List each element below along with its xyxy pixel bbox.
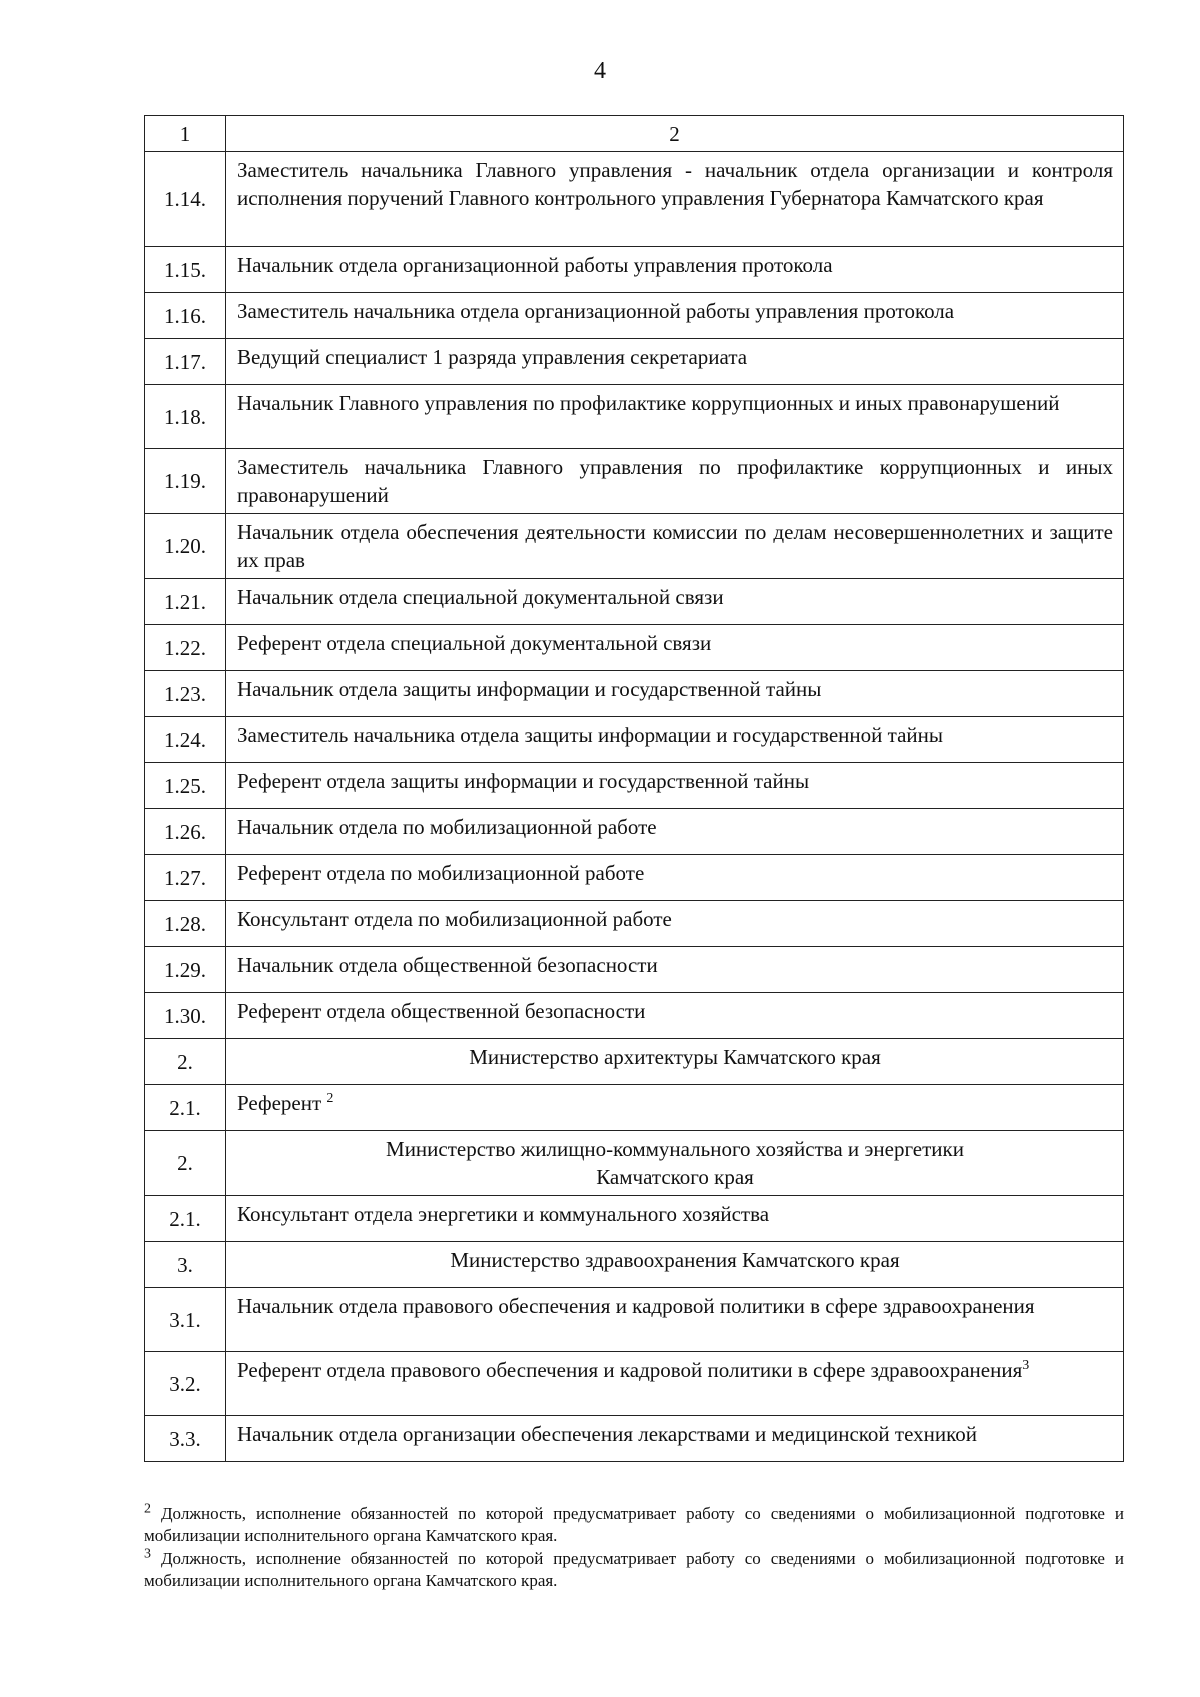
row-text: Начальник отдела правового обеспечения и кадровой политики в сфере здравоохранения: [226, 1288, 1124, 1352]
row-number: 1.21.: [145, 579, 226, 625]
table-header-row: [145, 116, 1124, 152]
section-title: Министерство архитектуры Камчатского края: [226, 1039, 1124, 1085]
row-number: 1.24.: [145, 717, 226, 763]
row-text-label: Референт: [237, 1091, 322, 1115]
row-number: 1.15.: [145, 247, 226, 293]
table-row: [145, 1288, 1124, 1352]
row-number: 1.25.: [145, 763, 226, 809]
row-number: 2.: [145, 1039, 226, 1085]
section-row: [145, 1039, 1124, 1085]
section-title: [226, 1131, 1124, 1196]
footnote: [144, 1503, 1124, 1547]
table-row: [145, 514, 1124, 579]
row-number: 2.: [145, 1131, 226, 1196]
row-number: 1.20.: [145, 514, 226, 579]
section-row: [145, 1242, 1124, 1288]
header-col-2: 2: [226, 116, 1124, 152]
row-text: Начальник отдела защиты информации и государственной тайны: [226, 671, 1124, 717]
footnotes: [144, 1503, 1124, 1593]
row-text: Консультант отдела энергетики и коммунального хозяйства: [226, 1196, 1124, 1242]
row-number: 3.3.: [145, 1416, 226, 1462]
footnote-text: Должность, исполнение обязанностей по которой предусматривает работу со сведениями о мобилизационной подготовке и мобилизации исполнительного органа Камчатского края.: [144, 1549, 1124, 1590]
table-row: [145, 339, 1124, 385]
row-text: Референт отдела по мобилизационной работе: [226, 855, 1124, 901]
row-number: 1.29.: [145, 947, 226, 993]
table-row: [145, 1085, 1124, 1131]
row-number: 1.22.: [145, 625, 226, 671]
row-text: Начальник отдела обеспечения деятельности комиссии по делам несовершеннолетних и защите их прав: [226, 514, 1124, 579]
row-number: 3.2.: [145, 1352, 226, 1416]
row-text: Референт отдела общественной безопасности: [226, 993, 1124, 1039]
table-row: [145, 809, 1124, 855]
table-row: [145, 855, 1124, 901]
row-text: Референт отдела специальной документальной связи: [226, 625, 1124, 671]
table-row: [145, 152, 1124, 247]
section-title-line-1: Министерство жилищно-коммунального хозяйства и энергетики: [386, 1137, 964, 1161]
row-text: Начальник отдела по мобилизационной работе: [226, 809, 1124, 855]
row-number: 1.27.: [145, 855, 226, 901]
table-row: [145, 1352, 1124, 1416]
footnote: [144, 1548, 1124, 1592]
section-title-line-2: Камчатского края: [596, 1165, 754, 1189]
row-number: 3.: [145, 1242, 226, 1288]
row-text: Заместитель начальника отдела защиты информации и государственной тайны: [226, 717, 1124, 763]
row-text: [226, 1352, 1124, 1416]
row-text: Начальник отдела организационной работы управления протокола: [226, 247, 1124, 293]
row-number: 1.30.: [145, 993, 226, 1039]
row-text: Начальник Главного управления по профилактике коррупционных и иных правонарушений: [226, 385, 1124, 449]
row-number: 1.16.: [145, 293, 226, 339]
row-text: Заместитель начальника отдела организационной работы управления протокола: [226, 293, 1124, 339]
section-row: [145, 1131, 1124, 1196]
row-number: 3.1.: [145, 1288, 226, 1352]
footnote-mark: 3: [144, 1546, 151, 1562]
row-text: [226, 1085, 1124, 1131]
header-col-1: 1: [145, 116, 226, 152]
table-row: [145, 625, 1124, 671]
row-text: Ведущий специалист 1 разряда управления секретариата: [226, 339, 1124, 385]
row-text: Референт отдела защиты информации и государственной тайны: [226, 763, 1124, 809]
footnote-text: Должность, исполнение обязанностей по которой предусматривает работу со сведениями о мобилизационной подготовке и мобилизации исполнительного органа Камчатского края.: [144, 1504, 1124, 1545]
table-row: [145, 901, 1124, 947]
row-number: 2.1.: [145, 1196, 226, 1242]
row-number: 2.1.: [145, 1085, 226, 1131]
page-number: 4: [594, 58, 606, 84]
row-text: Начальник отдела специальной документальной связи: [226, 579, 1124, 625]
footnote-mark: 2: [144, 1501, 151, 1517]
table-row: [145, 579, 1124, 625]
table-row: [145, 993, 1124, 1039]
section-title: Министерство здравоохранения Камчатского края: [226, 1242, 1124, 1288]
row-number: 1.17.: [145, 339, 226, 385]
row-number: 1.14.: [145, 152, 226, 247]
table-row: [145, 385, 1124, 449]
row-text: Начальник отдела общественной безопасности: [226, 947, 1124, 993]
row-number: 1.28.: [145, 901, 226, 947]
row-text-label: Референт отдела правового обеспечения и кадровой политики в сфере здравоохранения: [237, 1358, 1023, 1382]
table-row: [145, 671, 1124, 717]
table-row: [145, 1196, 1124, 1242]
table-row: [145, 763, 1124, 809]
table-row: [145, 947, 1124, 993]
row-text: Заместитель начальника Главного управления - начальник отдела организации и контроля исполнения поручений Главного контрольного управления Губернатора Камчатского края: [226, 152, 1124, 247]
footnote-ref: 3: [1022, 1358, 1030, 1373]
row-text: Заместитель начальника Главного управления по профилактике коррупционных и иных правонарушений: [226, 449, 1124, 514]
table-row: [145, 293, 1124, 339]
footnote-ref: 2: [326, 1091, 334, 1106]
table-row: [145, 247, 1124, 293]
row-text: Консультант отдела по мобилизационной работе: [226, 901, 1124, 947]
table-row: [145, 717, 1124, 763]
positions-table: [144, 115, 1124, 1462]
table-row: [145, 1416, 1124, 1462]
row-text: Начальник отдела организации обеспечения лекарствами и медицинской техникой: [226, 1416, 1124, 1462]
row-number: 1.26.: [145, 809, 226, 855]
row-number: 1.23.: [145, 671, 226, 717]
row-number: 1.18.: [145, 385, 226, 449]
row-number: 1.19.: [145, 449, 226, 514]
table-row: [145, 449, 1124, 514]
